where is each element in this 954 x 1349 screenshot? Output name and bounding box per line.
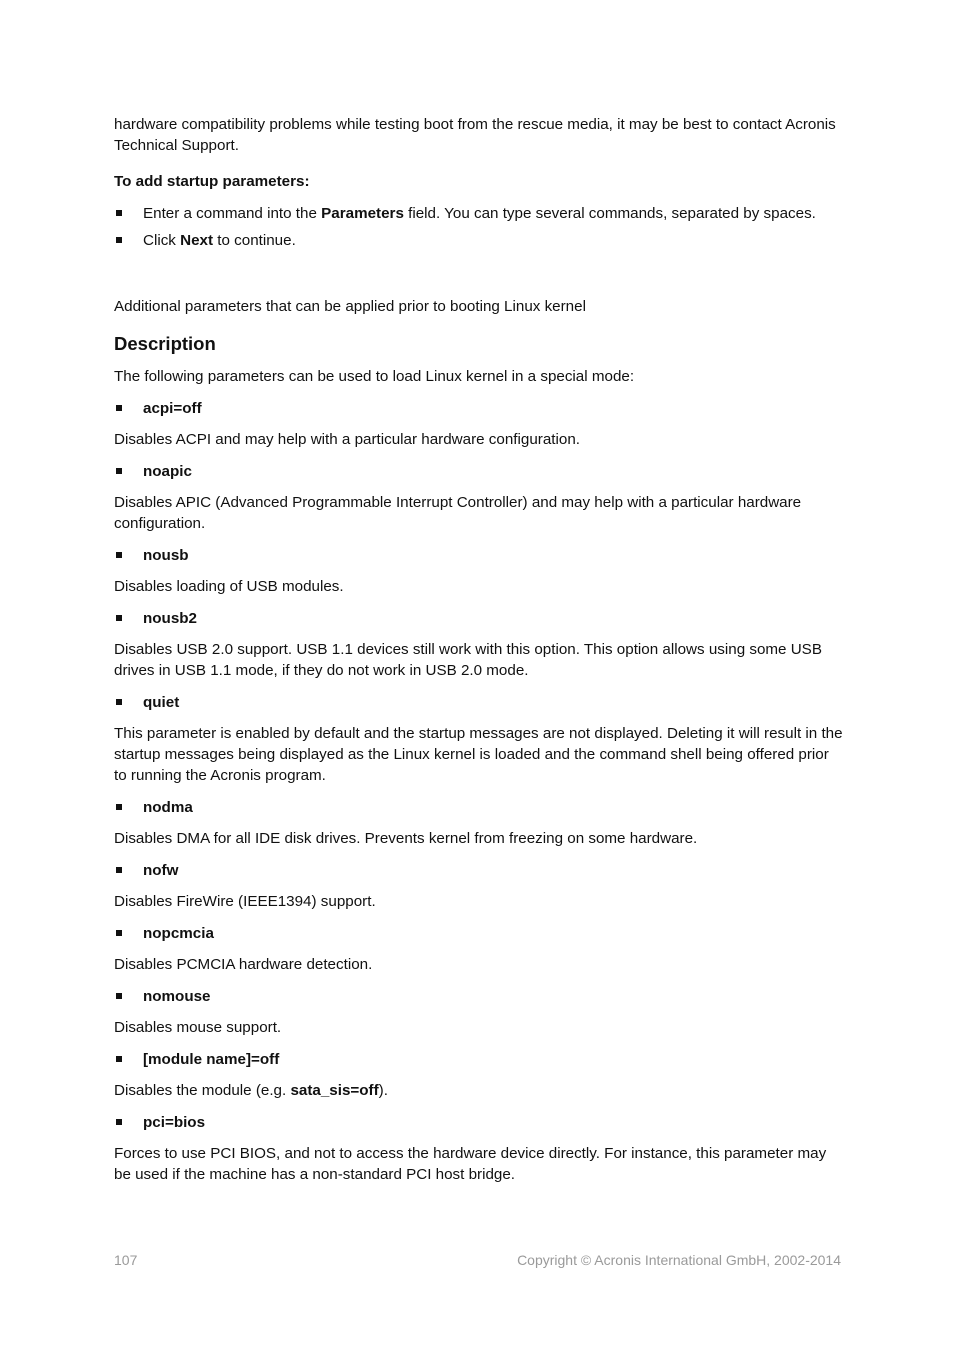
parameter-name: nousb [114,545,844,566]
copyright-notice: Copyright © Acronis International GmbH, 2002-2014 [517,1252,841,1268]
parameter-description: Disables USB 2.0 support. USB 1.1 devices still work with this option. This option allows using some USB drives in USB 1.1 mode, if they do not work in USB 2.0 mode. [114,641,822,679]
parameter-name: nomouse [114,986,844,1007]
parameter-description: Disables DMA for all IDE disk drives. Prevents kernel from freezing on some hardware. [114,830,698,847]
parameters-field-ref: Parameters [321,205,404,222]
page-number: 107 [114,1252,138,1268]
parameter-name: acpi=off [114,398,844,419]
parameter-description: Disables mouse support. [114,1019,282,1036]
parameter-description: Disables PCMCIA hardware detection. [114,956,373,973]
parameter-name: [module name]=off [114,1049,844,1070]
parameter-description: Disables the module (e.g. sata_sis=off). [114,1082,388,1099]
document-body [114,114,844,1196]
step-item: Enter a command into the Parameters field. You can type several commands, separated by spaces. [114,203,844,224]
parameter-name: nodma [114,797,844,818]
next-button-ref: Next [180,232,214,249]
parameter-name: noapic [114,461,844,482]
parameter-description: Disables APIC (Advanced Programmable Interrupt Controller) and may help with a particular hardware configuration. [114,494,802,532]
parameter-description: This parameter is enabled by default and the startup messages are not displayed. Deleting it will result in the startup messages being displayed as the Linux kernel is loaded and the command shell being offered prior to running the Acronis program. [114,725,843,784]
topic-intro: Additional parameters that can be applied prior to booting Linux kernel [114,298,586,315]
description-heading: Description [114,333,216,354]
parameter-name: nousb2 [114,608,844,629]
steps-list [114,203,844,251]
step-item: Click Next to continue. [114,230,844,251]
parameter-description: Disables FireWire (IEEE1394) support. [114,893,376,910]
example-module: sata_sis=off [290,1082,379,1099]
page-footer [114,1250,841,1270]
parameter-name: nofw [114,860,844,881]
parameter-name: pci=bios [114,1112,844,1133]
parameter-name: quiet [114,692,844,713]
parameter-description: Disables loading of USB modules. [114,578,344,595]
description-lead: The following parameters can be used to load Linux kernel in a special mode: [114,368,635,385]
parameter-name: nopcmcia [114,923,844,944]
procedure-title: To add startup parameters: [114,173,310,190]
parameter-description: Disables ACPI and may help with a particular hardware configuration. [114,431,580,448]
intro-paragraph: hardware compatibility problems while testing boot from the rescue media, it may be best to contact Acronis Technical Support. [114,116,836,154]
parameter-description: Forces to use PCI BIOS, and not to access the hardware device directly. For instance, this parameter may be used if the machine has a non-standard PCI host bridge. [114,1145,827,1183]
